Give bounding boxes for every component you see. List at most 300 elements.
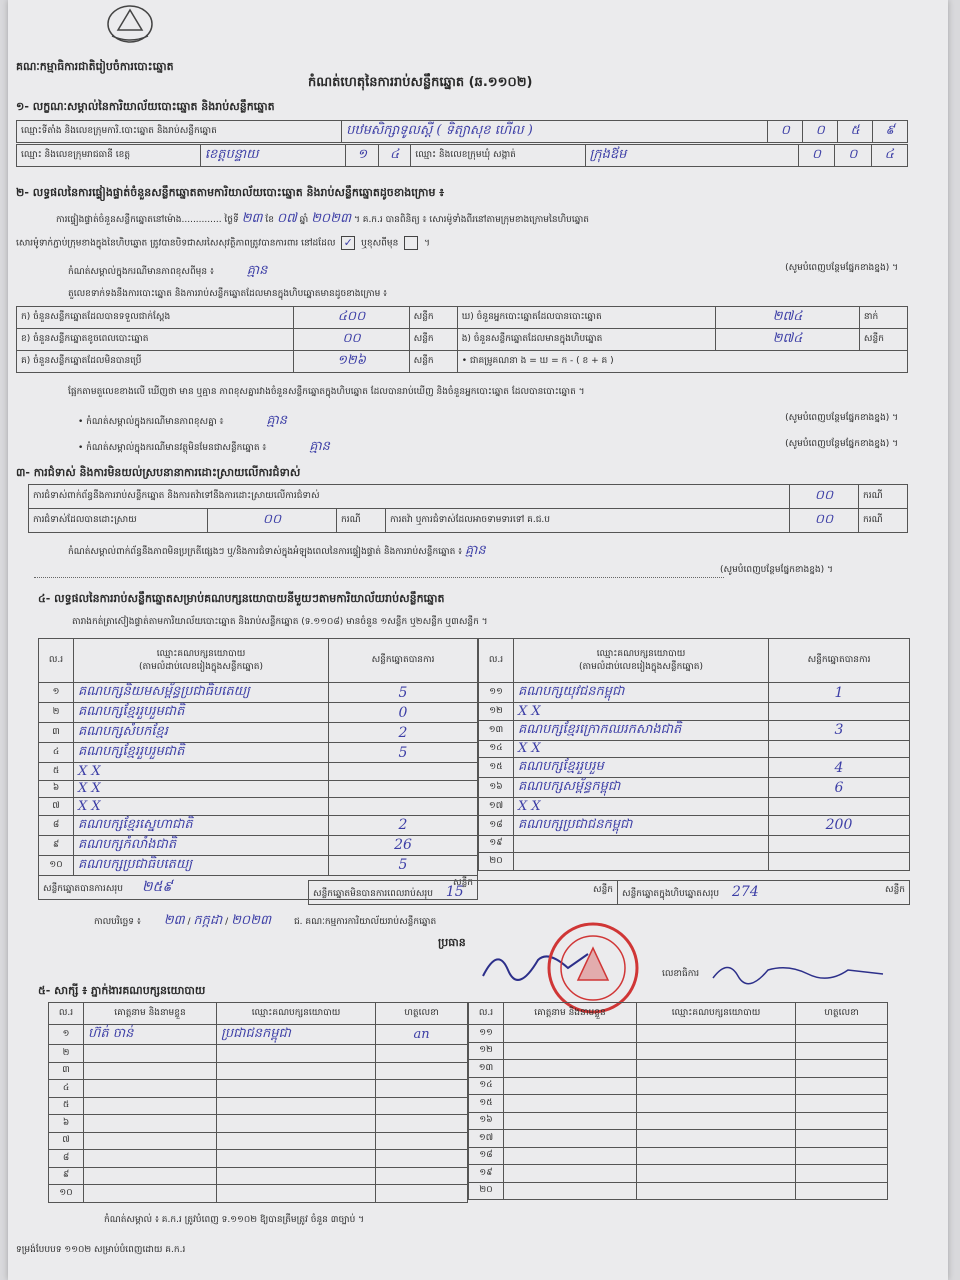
row-number: ២០ [469,1182,504,1200]
s1-digit: ០ [768,121,803,143]
footnote: កំណត់សម្គាល់ ៖ គ.ក.រ ត្រូវបំពេញ ទ.១១០២ ឱ្យបានត្រឹមត្រូវ ចំនួន ៣ច្បាប់ ។ [104,1215,365,1225]
s2-figures-table [16,306,908,373]
party-name: X X [74,763,329,781]
section1-table [16,120,908,143]
table-row [39,780,478,798]
row-number: ៧ [49,1132,84,1150]
witness-name [504,1042,637,1060]
s3-r2: ការជំទាស់ដែលបានដោះស្រាយ [29,509,208,533]
s1-digit: ៤ [378,145,411,167]
witness-party [217,1150,376,1168]
witness-name [84,1150,217,1168]
secretary-signature-icon [708,956,888,986]
table-row [469,1130,888,1148]
witness-signature: an [376,1025,468,1045]
table-row [479,720,910,740]
row-number: ១៥ [469,1095,504,1113]
witness-signature [796,1060,888,1078]
row-number: ៤ [49,1080,84,1098]
s1-digit: ៤ [871,145,907,167]
checkbox-unchanged[interactable]: ✓ [341,236,355,250]
s2-b2-value: គ្មាន [309,439,330,454]
witness-name [504,1095,637,1113]
fill-hint: (សូមបំពេញបន្ថែមផ្នែកខាងខ្នង) ។ [785,263,898,273]
s4-sum3-value: 274 [732,884,759,900]
witness-signature [376,1132,468,1150]
s4-sum1: សន្លឹកឆ្នោតបានការសរុប [43,883,123,894]
s1-digit: ៩ [873,121,908,143]
org-name: គណៈកម្មាធិការជាតិរៀបចំការបោះឆ្នោត [16,60,174,73]
s1-r1-value: បឋមសិក្សាទូលស្តី ( ទិត្យាសុខ ហើល ) [342,121,768,143]
section4-heading: ៤- លទ្ធផលនៃការរាប់សន្លឹកឆ្នោតសម្រាប់គណបក្សនយោបាយនីមួយៗតាមការិយាល័យរាប់សន្លឹកឆ្នោត [38,592,445,605]
witness-party [637,1095,796,1113]
witness-name [504,1147,637,1165]
witness-name [84,1097,217,1115]
s2-paragraph2: សោរម៉ូទាក់ភ្ជាប់ក្រុមខាងក្នុងនៃហិបឆ្នោត ត្រូវបានបិទជាសរសៃសុវត្ថិភាពត្រូវបានការពារ នៅដដែល ✓ ឬខុសពីមុន ។ [16,236,430,249]
party-name: គណបក្សខ្មែររួបរួម [514,758,769,778]
s3-note: កំណត់សម្គាល់ពាក់ព័ន្ធនឹងភាពមិនប្រក្រតីផ្សេងៗ ឬ/និងការជំទាស់ក្នុងអំឡុងពេលនៃការផ្ទៀងផ្ទាត់ និងការរាប់សន្លឹកឆ្នោត ៖ [68,547,463,557]
row-number: ៦ [39,780,74,798]
row-number: ១៦ [479,778,514,798]
table-row [39,703,478,723]
witness-name [84,1167,217,1185]
table-row [479,703,910,721]
witness-party [217,1167,376,1185]
s2-paragraph1 [56,210,906,229]
table-row [479,778,910,798]
table-row [469,1060,888,1078]
unit: សន្លឹក [593,885,613,895]
party-name: គណបក្សខ្មែររួបរួមជាតិ [74,743,329,763]
col-no: ល.រ [49,1003,84,1025]
party-name [514,835,769,853]
witness-signature [376,1062,468,1080]
s2-note-label: កំណត់សម្គាល់ក្នុងករណីមានភាពខុសពីមុន ៖ [68,267,214,277]
row-number: ៦ [49,1115,84,1133]
row-number: ១៨ [469,1147,504,1165]
table-row [469,1095,888,1113]
sign-org: ជ. គណៈកម្មការការិយាល័យរាប់សន្លឹកឆ្នោត [293,917,437,927]
table-row [39,855,478,875]
col-party-sub: (តាមលំដាប់លេខរៀងក្នុងសន្លឹកឆ្នោត) [139,661,263,672]
row-number: ១៦ [469,1112,504,1130]
witness-name [504,1077,637,1095]
s1-digit: ០ [803,121,838,143]
table-row [479,853,910,871]
party-name: X X [514,798,769,816]
witness-signature [376,1185,468,1203]
s2-row-unit2: នាក់ [859,307,907,329]
s3-note-value: គ្មាន [465,543,486,558]
witness-signature [796,1042,888,1060]
s2-row-value2: ២៧៤ [716,307,860,329]
row-number: ១៥ [479,758,514,778]
secretary-label: លេខាធិការ [662,969,700,979]
row-number: ១២ [479,703,514,721]
witness-party [637,1060,796,1078]
col-party [74,639,329,683]
row-number: ១២ [469,1042,504,1060]
witness-party [217,1115,376,1133]
table-row [39,683,478,703]
party-name: គណបក្សខ្មែររួបរួមជាតិ [74,703,329,723]
witness-name [504,1112,637,1130]
table-row [49,1115,468,1133]
col-party: ឈ្មោះគណបក្សនយោបាយ [217,1003,376,1025]
witness-name [504,1165,637,1183]
row-number: ៤ [39,743,74,763]
witness-party [637,1165,796,1183]
s1-r2-value2: ក្រុងឪម [585,145,798,167]
witness-name [84,1080,217,1098]
table-row [469,1112,888,1130]
s4-sum2: សន្លឹកឆ្នោតមិនបានការពេលរាប់សរុប [313,889,433,899]
table-row [469,1077,888,1095]
s5-right-table [468,1002,888,1200]
s2-month: ០៧ [276,211,297,226]
s2-row-value2: ២៧៤ [716,329,860,351]
witness-signature [796,1165,888,1183]
row-number: ៩ [49,1167,84,1185]
s4-intro-line [72,616,488,629]
witness-signature [796,1130,888,1148]
section5-heading: ៥- សាក្សី ៖ ភ្នាក់ងារគណបក្សនយោបាយ [38,984,206,997]
votes: 2 [329,723,478,743]
votes [769,703,910,721]
s2-p1a: ការផ្ទៀងផ្ទាត់ចំនួនសន្លឹកឆ្នោតនៅម៉ោង.............. ថ្ងៃទី [56,215,239,225]
s3-note-line [68,542,906,561]
s2-b1-value: គ្មាន [266,413,288,428]
s4-sum1-value: ២៥៩ [141,878,173,895]
s2-row-value: ០០ [294,329,409,351]
fill-hint: (សូមបំពេញបន្ថែមផ្នែកខាងខ្នង) ។ [785,413,898,423]
row-number: ១៨ [479,815,514,835]
s2-row-label: ខ) ចំនួនសន្លឹកឆ្នោតខូចពេលបោះឆ្នោត [17,329,294,351]
row-number: ១៩ [469,1165,504,1183]
row-number: ១១ [479,683,514,703]
s2-b2-line [78,438,898,457]
s4-sum2-cell [309,881,618,905]
party-name: គណបក្សខ្មែរស្នេហាជាតិ [74,815,329,835]
s4-date-line: កាលបរិច្ឆេទ ៖ ២៣ / កក្កដា / ២០២៣ ជ. គណៈកម្មការការិយាល័យរាប់សន្លឹកឆ្នោត [94,913,437,928]
row-number: ១៣ [479,720,514,740]
s2-row-label2: ឃ) ចំនួនអ្នកបោះឆ្នោតដែលបានបោះឆ្នោត [457,307,715,329]
row-number: ១៤ [469,1077,504,1095]
s1-digit: ១ [346,145,379,167]
votes: 4 [769,758,910,778]
row-number: ២ [39,703,74,723]
s1-digit: ៥ [838,121,873,143]
row-number: ១០ [49,1185,84,1203]
row-number: ៣ [49,1062,84,1080]
party-name: X X [514,703,769,721]
row-number: ៣ [39,723,74,743]
s2-p2: សោរម៉ូទាក់ភ្ជាប់ក្រុមខាងក្នុងនៃហិបឆ្នោត ត្រូវបានបិទជាសរសៃសុវត្ថិភាពត្រូវបានការពារ នៅដដែល [16,238,336,249]
s2-b1: • កំណត់សម្គាល់ក្នុងករណីមានភាពខុសគ្នា ៖ [78,417,224,427]
witness-signature [376,1045,468,1063]
party-name: គណបក្សប្រជាជនកម្ពុជា [514,815,769,835]
party-name: គណបក្សខ្មែរក្រោកឈរកសាងជាតិ [514,720,769,740]
col-party-sub: (តាមលំដាប់លេខរៀងក្នុងសន្លឹកឆ្នោត) [579,661,703,672]
votes: 2 [329,815,478,835]
col-party: ឈ្មោះគណបក្សនយោបាយ [637,1003,796,1025]
s2-formula: • ជាគម្រូគណនា ង = ឃ = ក - ( ខ + គ ) [457,351,907,373]
witness-party [637,1130,796,1148]
s4-right-table [478,638,910,871]
votes [769,853,910,871]
s3-r1: ការជំទាស់ពាក់ព័ន្ធនឹងការរាប់សន្លឹកឆ្នោត និងការតវ៉ាទៅនឹងការដោះស្រាយលើការជំទាស់ [29,485,790,509]
table-row [479,683,910,703]
col-name: គោត្តនាម និងនាមខ្លួន [504,1003,637,1025]
table-row [49,1097,468,1115]
witness-party [217,1080,376,1098]
s3-r2b: ការតវ៉ា ឬការជំទាស់ដែលអាចទាមទារទៅ គ.ជ.ប [386,509,790,533]
row-number: ១៧ [469,1130,504,1148]
party-name: គណបក្សយុវជនកម្ពុជា [514,683,769,703]
s2-p4: ផ្អែកតាមតួលេខខាងលើ ឃើញថា មាន ឬគ្មាន ភាពខុសគ្នារវាងចំនួនសន្លឹកឆ្នោតក្នុងហិបឆ្នោត ដែលបានរាប់ឃើញ និងចំនួនអ្នកបោះឆ្នោត ដែលបានបោះឆ្នោត ។ [68,387,585,397]
witness-party [637,1042,796,1060]
votes [769,835,910,853]
checkbox-changed[interactable] [404,236,418,250]
row-number: ២០ [479,853,514,871]
votes: 0 [329,703,478,723]
s2-p3: តួលេខទាក់ទងនឹងការបោះឆ្នោត និងការរាប់សន្លឹកឆ្នោតដែលមានក្នុងហិបឆ្នោតមានដូចខាងក្រោម ៖ [68,289,388,299]
table-row [49,1062,468,1080]
s3-unit: ករណី [859,485,908,509]
s3-r2b-value: ០០ [790,509,859,533]
table-row [49,1025,468,1045]
table-row [479,835,910,853]
s4-sum-table [308,880,910,905]
witness-party [637,1025,796,1043]
votes [329,780,478,798]
section1-table-row2 [16,144,908,167]
s2-p1c: ឆ្នាំ [299,215,309,225]
section2-heading: ២- លទ្ធផលនៃការផ្ទៀងផ្ទាត់ចំនួនសន្លឹកឆ្នោតតាមការិយាល័យបោះឆ្នោត និងរាប់សន្លឹកឆ្នោតដូចខាងក្រោម ៖ [16,186,445,199]
witness-signature [796,1182,888,1200]
col-party [514,639,769,683]
row-number: ១០ [39,855,74,875]
row-number: ៥ [49,1097,84,1115]
s3-r2-value: ០០ [208,509,337,533]
witness-party [217,1045,376,1063]
row-number: ១ [39,683,74,703]
witness-signature [376,1080,468,1098]
form-title: កំណត់ហេតុនៃការរាប់សន្លឹកឆ្នោត (ឆ.១១០២) [308,75,533,90]
table-row [49,1167,468,1185]
col-no: ល.រ [469,1003,504,1025]
witness-party [637,1112,796,1130]
witness-signature [796,1095,888,1113]
s4-sum3: សន្លឹកឆ្នោតក្នុងហិបឆ្នោតសរុប [622,889,720,899]
witness-party [217,1062,376,1080]
table-row [39,835,478,855]
s2-note-line [68,262,898,281]
witness-signature [796,1077,888,1095]
col-party-title: ឈ្មោះគណបក្សនយោបាយ [156,648,246,659]
witness-name [504,1060,637,1078]
witness-party [637,1077,796,1095]
row-number: ១៩ [479,835,514,853]
section1-heading: ១- លក្ខណៈសម្គាល់នៃការិយាល័យបោះឆ្នោត និងរាប់សន្លឹកឆ្នោត [16,100,275,113]
s2-b2: • កំណត់សម្គាល់ក្នុងករណីមានវត្ថុមិនមែនជាសន្លឹកឆ្នោត ៖ [78,443,267,453]
row-number: ១ [49,1025,84,1045]
col-sign: ហត្ថលេខា [796,1003,888,1025]
s3-unit: ករណី [859,509,908,533]
votes: 200 [769,815,910,835]
s1-digit: ០ [798,145,834,167]
row-number: ៨ [49,1150,84,1168]
votes: 5 [329,683,478,703]
votes [329,763,478,781]
s2-row-unit: សន្លឹក [409,351,457,373]
emblem-icon [98,2,162,46]
date-day: ២៣ [163,913,185,928]
s5-left-table [48,1002,468,1203]
s2-b1-line [78,412,898,431]
s1-r1-label: ឈ្មោះទីតាំង និងលេខក្រុមការិ.បោះឆ្នោត និងរាប់សន្លឹកឆ្នោត [17,121,342,143]
witness-signature [796,1025,888,1043]
s1-r2-label2: ឈ្មោះ និងលេខក្រុមឃុំ សង្កាត់ [411,145,585,167]
party-name: គណបក្សនិយមសម្ព័ន្ធប្រជាធិបតេយ្យ [74,683,329,703]
party-name: X X [74,780,329,798]
witness-party [217,1097,376,1115]
s4-intro: តារាងកត់ត្រាស៊ៀងផ្ទាត់តាមការិយាល័យបោះឆ្នោត និងរាប់សន្លឹកឆ្នោត (ទ.១១០៨) មានចំនួន ១សន្លឹក ឬ២សន្លឹក ឬ៣សន្លឹក ។ [72,617,488,627]
table-row [49,1080,468,1098]
s2-row-unit: សន្លឹក [409,307,457,329]
row-number: ២ [49,1045,84,1063]
col-no: ល.រ [39,639,74,683]
party-name: គណបក្សប្រជាធិបតេយ្យ [74,855,329,875]
witness-name: ហ៊ត់ ចាន់ [84,1025,217,1045]
s4-sum2-value: 15 [445,884,464,900]
witness-name [84,1115,217,1133]
party-name: គណបក្សសំបកខ្មែរ [74,723,329,743]
witness-name [504,1130,637,1148]
row-number: ៧ [39,798,74,816]
date-month: កក្កដា [193,913,223,928]
table-row [49,1185,468,1203]
votes: 5 [329,855,478,875]
witness-signature [376,1097,468,1115]
witness-name [504,1182,637,1200]
table-row [39,723,478,743]
witness-signature [376,1167,468,1185]
row-number: ១៣ [469,1060,504,1078]
s2-row-unit2: សន្លឹក [859,329,907,351]
dotted-line [34,576,724,578]
date-year: ២០២៣ [231,913,272,928]
witness-name [84,1045,217,1063]
s2-year: ២០២៣ [311,211,352,226]
witness-party [637,1182,796,1200]
party-name: គណបក្សសម្ព័ន្ធកម្ពុជា [514,778,769,798]
table-row [39,743,478,763]
witness-party [217,1185,376,1203]
table-row [479,758,910,778]
s3-r1-value: ០០ [790,485,859,509]
votes [769,798,910,816]
s4-left-table [38,638,478,900]
s1-r2-label: ឈ្មោះ និងលេខក្រុមរាជធានី ខេត្ត [17,145,201,167]
votes: 26 [329,835,478,855]
s2-row-unit: សន្លឹក [409,329,457,351]
unit: សន្លឹក [453,877,473,888]
witness-party [637,1147,796,1165]
s3-table [28,484,908,533]
table-row [49,1150,468,1168]
table-row [49,1045,468,1063]
row-number: ១៧ [479,798,514,816]
s2-row-value: ១២៦ [294,351,409,373]
witness-name [84,1185,217,1203]
table-row [469,1042,888,1060]
row-number: ៩ [39,835,74,855]
witness-signature [796,1112,888,1130]
s1-r2-value: ខេត្តបន្ទាយ [200,145,345,167]
votes [329,798,478,816]
witness-party: ប្រជាជនកម្ពុជា [217,1025,376,1045]
table-row [39,763,478,781]
votes: 5 [329,743,478,763]
party-name [514,853,769,871]
table-row [39,798,478,816]
s2-row-label: ក) ចំនួនសន្លឹកឆ្នោតដែលបានទទួលជាក់ស្តែង [17,307,294,329]
witness-signature [796,1147,888,1165]
s2-p2b: ឬខុសពីមុន [361,238,399,249]
witness-party [217,1132,376,1150]
form-page [8,0,948,1280]
date-label: កាលបរិច្ឆេទ ៖ [94,917,141,927]
party-name: គណបក្សកំលាំងជាតិ [74,835,329,855]
witness-name [504,1025,637,1043]
chair-label: ប្រធាន [438,936,466,949]
votes: 6 [769,778,910,798]
form-footer: ទម្រង់បែបបទ ១១០២ សម្រាប់បំពេញដោយ គ.ក.រ [16,1245,186,1255]
witness-name [84,1132,217,1150]
witness-signature [376,1115,468,1133]
row-number: ១៤ [479,740,514,758]
fill-hint: (សូមបំពេញបន្ថែមផ្នែកខាងខ្នង) ។ [785,439,898,449]
col-party-title: ឈ្មោះគណបក្សនយោបាយ [596,648,686,659]
row-number: ១១ [469,1025,504,1043]
section3-heading: ៣- ការជំទាស់ និងការមិនយល់ស្របនានាការដោះស្រាយលើការជំទាស់ [16,466,301,479]
party-name: X X [514,740,769,758]
row-number: ៥ [39,763,74,781]
s2-note-value: គ្មាន [246,263,268,278]
s3-unit: ករណី [337,509,386,533]
table-row [469,1025,888,1043]
votes: 3 [769,720,910,740]
col-votes: សន្លឹកឆ្នោតបានការ [769,639,910,683]
table-row [49,1132,468,1150]
s4-sum3-cell [618,881,910,905]
table-row [39,815,478,835]
s2-day: ២៣ [241,211,263,226]
votes [769,740,910,758]
witness-name [84,1062,217,1080]
votes: 1 [769,683,910,703]
table-row [469,1165,888,1183]
col-sign: ហត្ថលេខា [376,1003,468,1025]
col-name: គោត្តនាម និងនាមខ្លួន [84,1003,217,1025]
table-row [469,1147,888,1165]
unit: សន្លឹក [885,885,905,895]
s2-row-label2: ង) ចំនួនសន្លឹកឆ្នោតដែលមានក្នុងហិបឆ្នោត [457,329,715,351]
s1-digit: ០ [835,145,871,167]
party-name: X X [74,798,329,816]
witness-signature [376,1150,468,1168]
